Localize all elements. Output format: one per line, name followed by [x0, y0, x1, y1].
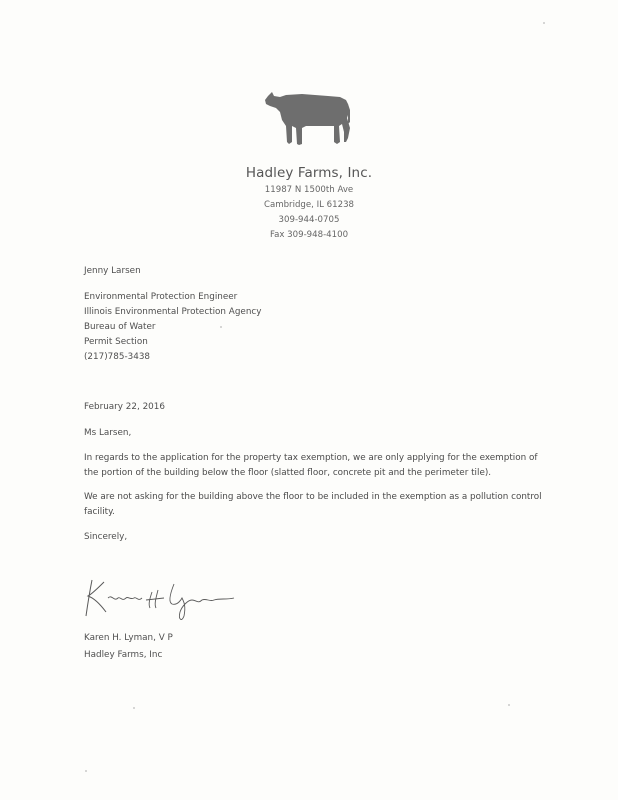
- recipient-section: Permit Section: [84, 337, 148, 347]
- salutation: Ms Larsen,: [84, 428, 132, 438]
- letter-date: February 22, 2016: [84, 402, 165, 412]
- address-city: Cambridge, IL 61238: [263, 200, 355, 210]
- recipient-phone: (217)785-3438: [84, 352, 151, 362]
- recipient-agency: Illinois Environmental Protection Agency: [84, 307, 262, 317]
- address-street: 11987 N 1500th Ave: [264, 185, 354, 195]
- handwritten-signature: [78, 572, 248, 624]
- recipient-name: Jenny Larsen: [84, 266, 141, 276]
- closing: Sincerely,: [84, 532, 128, 542]
- body-paragraph-2: We are not asking for the building above the floor to be included in the exemption as a pollution control facility.: [84, 492, 542, 517]
- signatory-name: Karen H. Lyman, V P: [84, 633, 173, 643]
- scan-speck: [543, 22, 545, 24]
- signatory-company: Hadley Farms, Inc: [84, 650, 163, 660]
- fax-number: Fax 309-948-4100: [269, 230, 349, 240]
- body-paragraph-1: In regards to the application for the property tax exemption, we are only applying for the exemption of the portion of the building below the floor (slatted floor, concrete pit and the perimeter tile).: [84, 453, 538, 478]
- recipient-bureau: Bureau of Water: [84, 322, 156, 332]
- cow-icon: [262, 88, 352, 152]
- recipient-title: Environmental Protection Engineer: [84, 292, 238, 302]
- company-name: Hadley Farms, Inc.: [245, 165, 373, 181]
- scan-speck: [133, 707, 135, 709]
- phone-number: 309-944-0705: [278, 215, 340, 225]
- scan-speck: [220, 326, 222, 328]
- scan-speck: [85, 770, 87, 772]
- scan-speck: [508, 704, 510, 706]
